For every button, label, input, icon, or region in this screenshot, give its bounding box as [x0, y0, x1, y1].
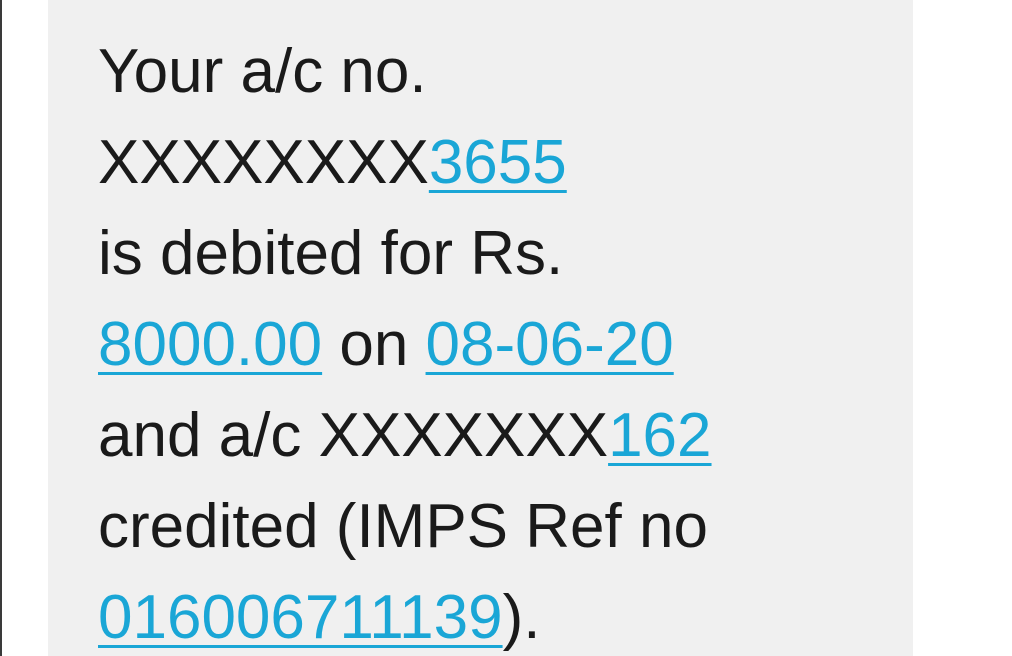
credited-account-link[interactable]: 162: [608, 401, 712, 470]
message-line-4: [98, 299, 898, 390]
debit-text: is debited for Rs.: [98, 219, 564, 288]
message-line-6: [98, 481, 898, 572]
reference-text: credited (IMPS Ref no: [98, 492, 708, 561]
message-line-3: [98, 208, 898, 299]
left-edge-divider: [0, 0, 2, 656]
amount-link[interactable]: 8000.00: [98, 310, 323, 379]
message-line-2: [98, 117, 898, 208]
message-line-1: [98, 26, 898, 117]
closing-punctuation: ).: [502, 583, 541, 652]
credited-account-prefix: and a/c XXXXXXX: [98, 401, 609, 470]
date-connector-text: on: [322, 310, 426, 379]
message-text: [98, 26, 898, 656]
account-label: Your a/c no.: [98, 37, 427, 106]
date-link[interactable]: 08-06-20: [425, 310, 674, 379]
account-number-link[interactable]: 3655: [428, 128, 567, 197]
message-line-5: [98, 390, 898, 481]
message-line-7: [98, 572, 898, 656]
masked-account-prefix: XXXXXXXX: [98, 128, 429, 197]
reference-number-link[interactable]: 016006711139: [98, 583, 503, 652]
